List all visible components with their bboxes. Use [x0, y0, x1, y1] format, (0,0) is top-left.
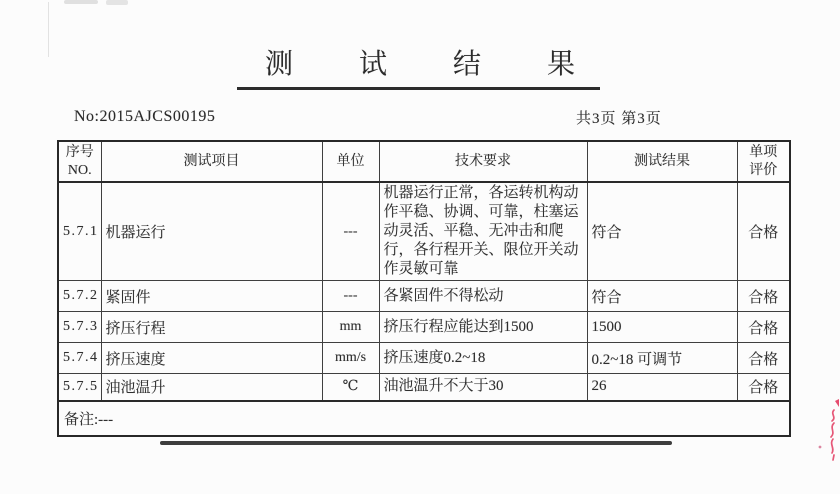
row-no: 5.7.2	[58, 281, 101, 312]
row-unit: mm	[322, 312, 379, 343]
header-item: 测试项目	[101, 141, 322, 182]
table-row	[58, 312, 790, 343]
row-item: 油池温升	[101, 374, 322, 401]
row-requirement: 挤压行程应能达到1500	[379, 312, 587, 343]
row-unit: ℃	[322, 374, 379, 401]
remarks-row	[58, 401, 790, 436]
row-requirement: 油池温升不大于30	[379, 374, 587, 401]
row-no: 5.7.4	[58, 343, 101, 374]
row-result: 1500	[587, 312, 737, 343]
row-item: 机器运行	[101, 182, 322, 281]
title-underline	[237, 87, 600, 90]
scan-smudge	[64, 0, 98, 4]
row-result: 符合	[587, 281, 737, 312]
row-item: 挤压速度	[101, 343, 322, 374]
header-unit: 单位	[322, 141, 379, 182]
row-no: 5.7.3	[58, 312, 101, 343]
row-unit: ---	[322, 182, 379, 281]
scan-smudge	[106, 0, 128, 5]
remarks-text: 备注:---	[58, 401, 790, 436]
table-row	[58, 182, 790, 281]
row-requirement: 挤压速度0.2~18	[379, 343, 587, 374]
table-row	[58, 281, 790, 312]
header-requirement: 技术要求	[379, 141, 587, 182]
row-evaluation: 合格	[737, 374, 790, 401]
red-stamp-mark	[816, 398, 840, 470]
row-requirement: 机器运行正常，各运转机构动作平稳、协调、可靠，柱塞运动灵活、平稳、无冲击和爬行，各行程开关、限位开关动作灵敏可靠	[379, 182, 587, 281]
header-no: 序号 NO.	[58, 141, 101, 182]
row-item: 挤压行程	[101, 312, 322, 343]
page-title: 测试结果	[264, 49, 641, 80]
row-no: 5.7.5	[58, 374, 101, 401]
row-result: 26	[587, 374, 737, 401]
row-evaluation: 合格	[737, 312, 790, 343]
row-result: 0.2~18 可调节	[587, 343, 737, 374]
row-evaluation: 合格	[737, 182, 790, 281]
header-evaluation: 单项 评价	[737, 141, 790, 182]
document-number: No:2015AJCS00195	[74, 108, 216, 125]
row-result: 符合	[587, 182, 737, 281]
row-evaluation: 合格	[737, 343, 790, 374]
row-requirement: 各紧固件不得松动	[379, 281, 587, 312]
row-unit: mm/s	[322, 343, 379, 374]
table-row	[58, 374, 790, 401]
row-item: 紧固件	[101, 281, 322, 312]
test-results-table	[57, 140, 791, 437]
header-result: 测试结果	[587, 141, 737, 182]
row-evaluation: 合格	[737, 281, 790, 312]
table-row	[58, 343, 790, 374]
page-count: 共3页 第3页	[576, 111, 662, 127]
row-unit: ---	[322, 281, 379, 312]
scan-artifact-bar	[160, 441, 672, 445]
row-no: 5.7.1	[58, 182, 101, 281]
table-header-row	[58, 141, 790, 182]
